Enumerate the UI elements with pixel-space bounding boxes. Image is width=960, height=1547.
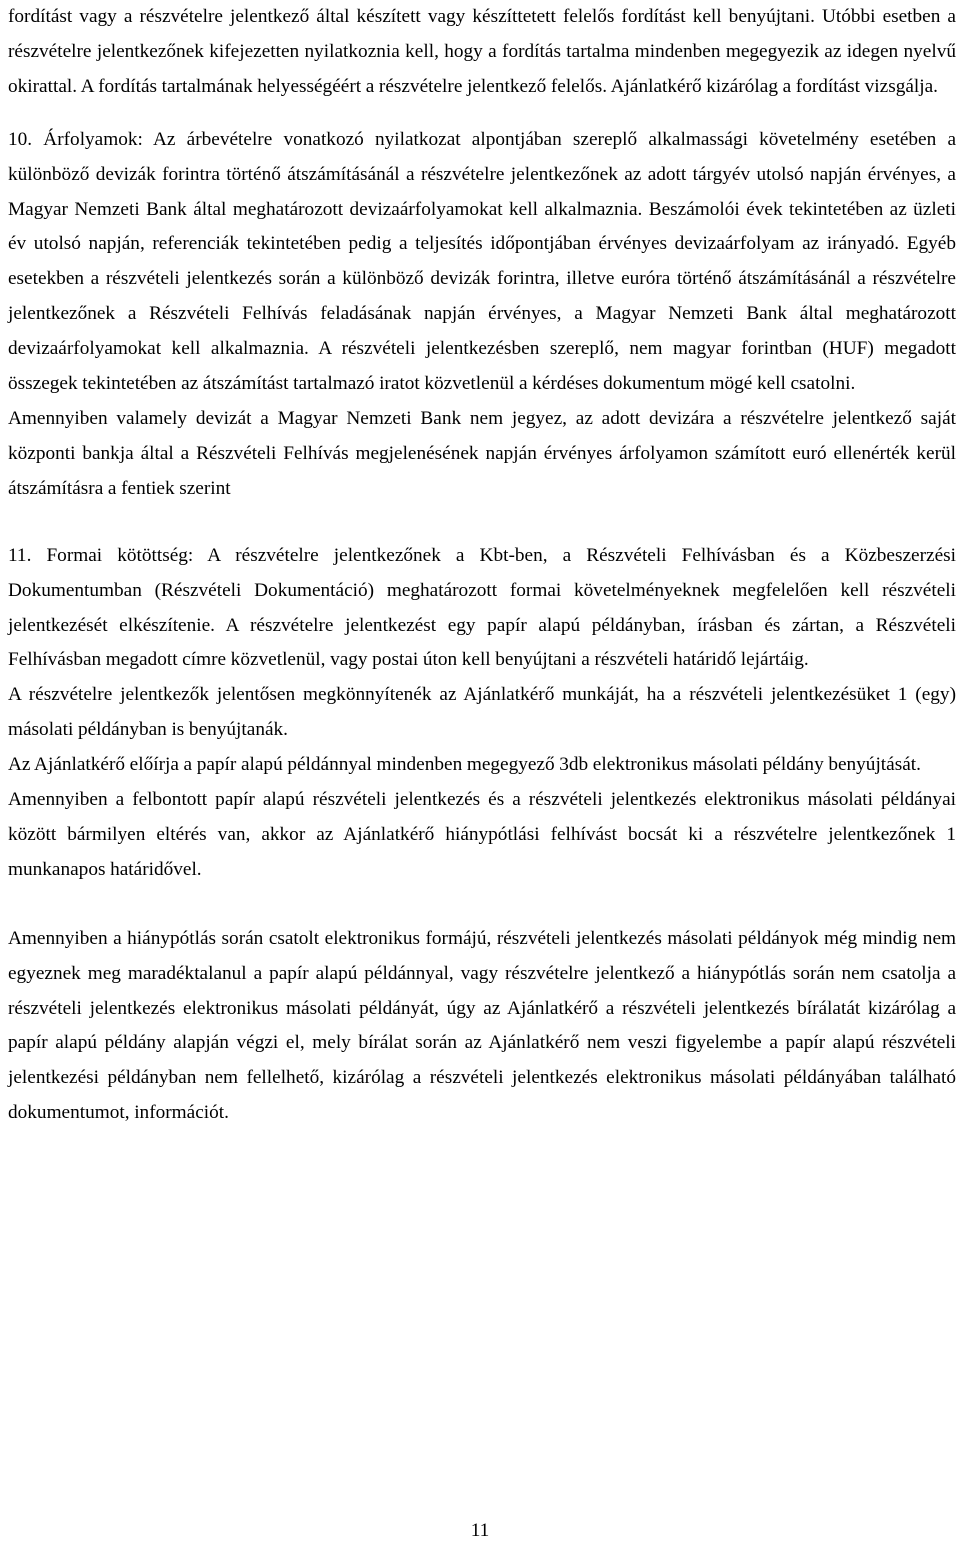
- paragraph-electronic-copies: Az Ajánlatkérő előírja a papír alapú példánnyal mindenben megegyező 3db elektronikus másolati példány benyújtását.: [8, 754, 921, 776]
- paragraph-copy-request: A részvételre jelentkezők jelentősen megkönnyítenék az Ajánlatkérő munkáját, ha a részvételi jelentkezésüket 1 (egy) másolati példányban is benyújtanák.: [8, 684, 956, 741]
- paragraph-spacer: [8, 507, 956, 539]
- paragraph-exchange-rates: 10. Árfolyamok: Az árbevételre vonatkozó nyilatkozat alpontjában szereplő alkalmassági követelmény esetében a különböző devizák forintra történő átszámításánál a részvételre jelentkezőnek az adott tárgyév utolsó napján érvényes, a Magyar Nemzeti Bank által meghatározott devizaárfolyamokat kell alkalmaznia. Beszámolói évek tekintetében az üzleti év utolsó napján, referenciák tekintetében pedig a teljesítés időpontjában érvényes devizaárfolyam az irányadó. Egyéb esetekben a részvételi jelentkezés során a különböző devizák forintra, illetve euróra történő átszámításánál a részvételre jelentkezőnek a Részvételi Felhívás feladásának napján érvényes, a Magyar Nemzeti Bank által meghatározott devizaárfolyamokat kell alkalmaznia. A részvételi jelentkezésben szereplő, nem magyar forintban (HUF) megadott összegek tekintetében az átszámítást tartalmazó iratot közvetlenül a kérdéses dokumentum mögé kell csatolni.: [8, 128, 956, 395]
- paragraph-discrepancy-notice: Amennyiben a felbontott papír alapú részvételi jelentkezés és a részvételi jelentkezés elektronikus másolati példányai között bármilyen eltérés van, akkor az Ajánlatkérő hiánypótlási felhívást bocsát ki a részvételre jelentkezőnek 1 munkanapos határidővel.: [8, 789, 956, 880]
- paragraph-translation-responsibility: fordítást vagy a részvételre jelentkező által készített vagy készíttetett felelős fordítást kell benyújtani. Utóbbi esetben a részvételre jelentkezőnek kifejezetten nyilatkoznia kell, hogy a fordítás tartalma mindenben megegyezik az idegen nyelvű okirattal. A fordítás tartalmának helyességéért a részvételre jelentkező felelős. Ajánlatkérő kizárólag a fordítást vizsgálja.: [8, 6, 956, 97]
- paragraph-spacer: [8, 105, 956, 123]
- document-page: [8, 0, 956, 1131]
- page-number: 11: [470, 1520, 490, 1541]
- paragraph-paper-copy-precedence: Amennyiben a hiánypótlás során csatolt elektronikus formájú, részvételi jelentkezés másolati példányok még mindig nem egyeznek meg maradéktalanul a papír alapú példánnyal, vagy részvételre jelentkező a hiánypótlás során nem csatolja a részvételi jelentkezés elektronikus másolati példányát, úgy az Ajánlatkérő a részvételi jelentkezés bírálatát kizárólag a papír alapú példány alapján végzi el, mely bírálat során az Ajánlatkérő nem veszi figyelembe a papír alapú részvételi jelentkezési példányban nem fellelhető, kizárólag a részvételi jelentkezés elektronikus másolati példányában található dokumentumot, információt.: [8, 927, 956, 1124]
- paragraph-spacer: [8, 888, 956, 922]
- paragraph-formal-requirements: 11. Formai kötöttség: A részvételre jelentkezőnek a Kbt-ben, a Részvételi Felhívásban és a Közbeszerzési Dokumentumban (Részvételi Dokumentáció) meghatározott formai követelményeknek megfelelően kell részvételi jelentkezését elkészítenie. A részvételre jelentkezést egy papír alapú példányban, írásban és zártan, a Részvételi Felhívásban megadott címre közvetlenül, vagy postai úton kell benyújtani a részvételi határidő lejártáig.: [8, 544, 956, 671]
- paragraph-unlisted-currency: Amennyiben valamely devizát a Magyar Nemzeti Bank nem jegyez, az adott devizára a részvételre jelentkező saját központi bankja által a Részvételi Felhívás megjelenésének napján érvényes árfolyamon számított euró ellenérték kerül átszámításra a fentiek szerint: [8, 407, 956, 499]
